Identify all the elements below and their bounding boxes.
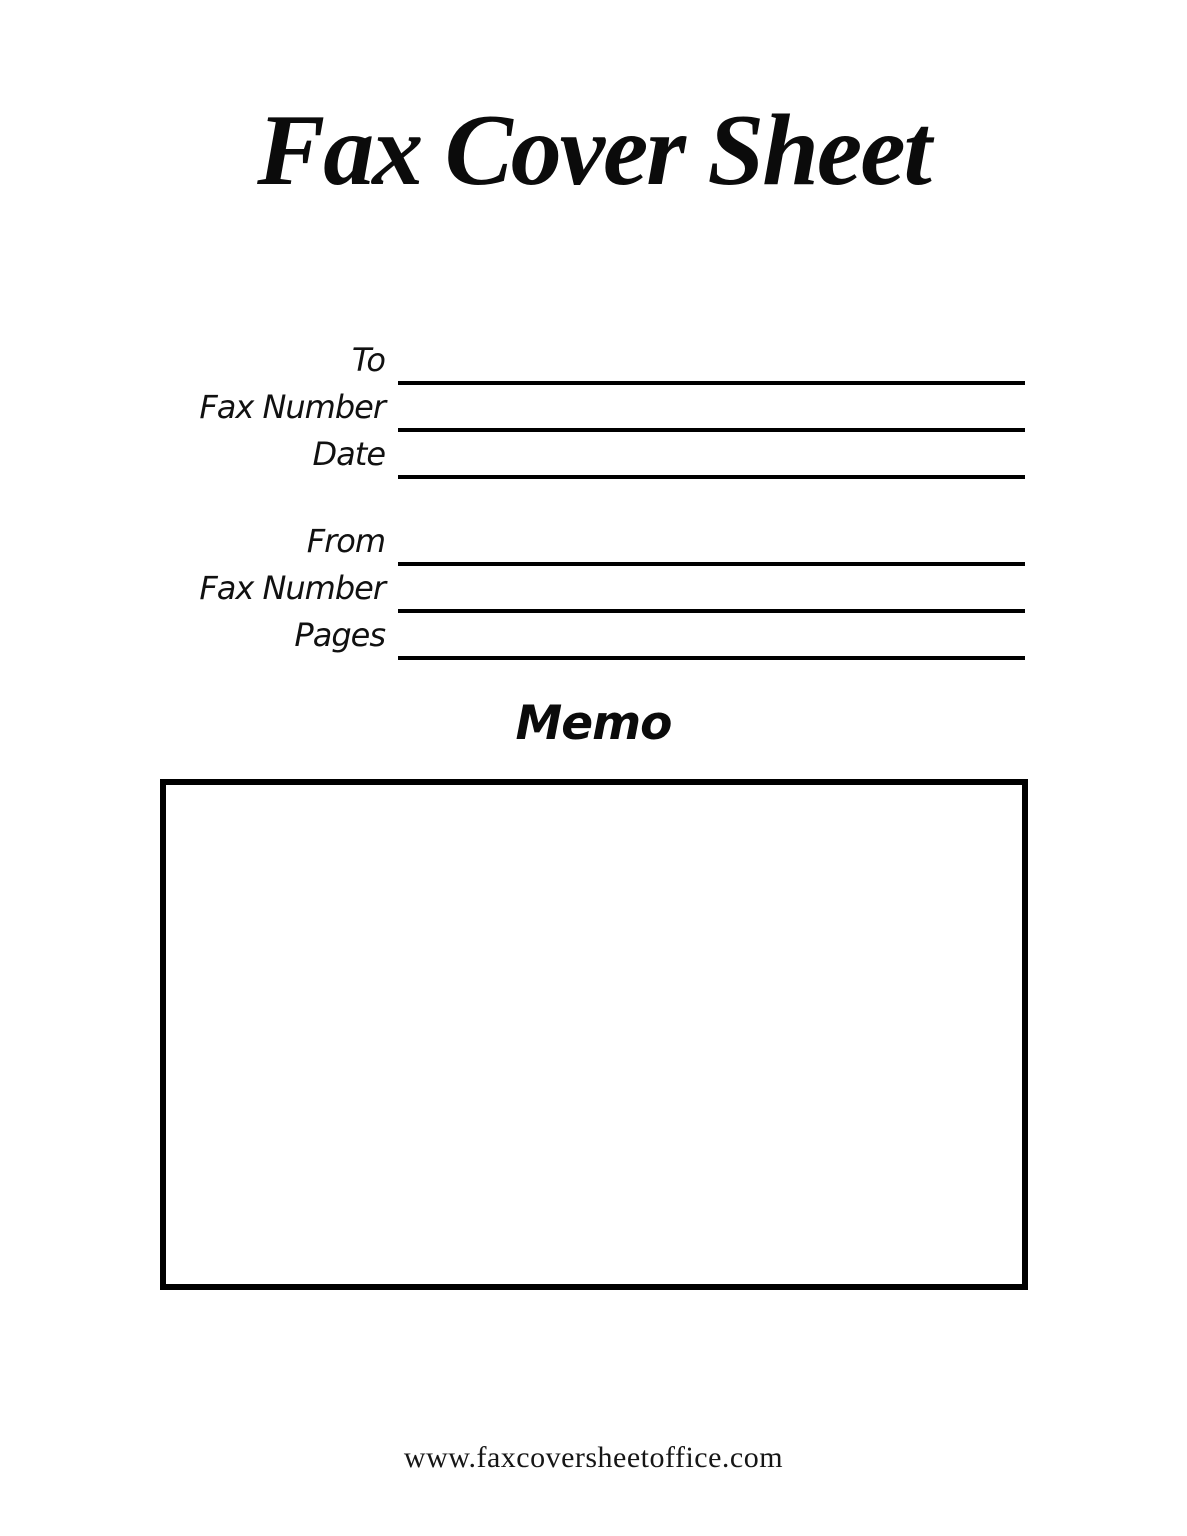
date-input-line[interactable] (398, 428, 1025, 479)
pages-input-line[interactable] (398, 609, 1025, 660)
from-label: From (306, 522, 385, 560)
sender-fields-group (0, 519, 1187, 660)
field-row-sender-fax-number (0, 566, 1187, 613)
pages-label: Pages (294, 616, 385, 654)
to-input-line[interactable] (398, 334, 1025, 385)
sender-fax-number-input-line[interactable] (398, 562, 1025, 613)
field-row-from (0, 519, 1187, 566)
recipient-fax-number-input-line[interactable] (398, 381, 1025, 432)
recipient-fields-group (0, 338, 1187, 479)
memo-heading: Memo (515, 696, 672, 751)
recipient-fax-number-label: Fax Number (199, 388, 385, 426)
to-label: To (351, 341, 385, 379)
memo-box[interactable] (160, 779, 1028, 1290)
page-title: Fax Cover Sheet (257, 94, 930, 207)
field-row-to (0, 338, 1187, 385)
footer-url: www.faxcoversheetoffice.com (403, 1441, 784, 1474)
field-row-pages (0, 613, 1187, 660)
field-row-recipient-fax-number (0, 385, 1187, 432)
date-label: Date (312, 435, 385, 473)
field-row-date (0, 432, 1187, 479)
sender-fax-number-label: Fax Number (199, 569, 385, 607)
from-input-line[interactable] (398, 515, 1025, 566)
